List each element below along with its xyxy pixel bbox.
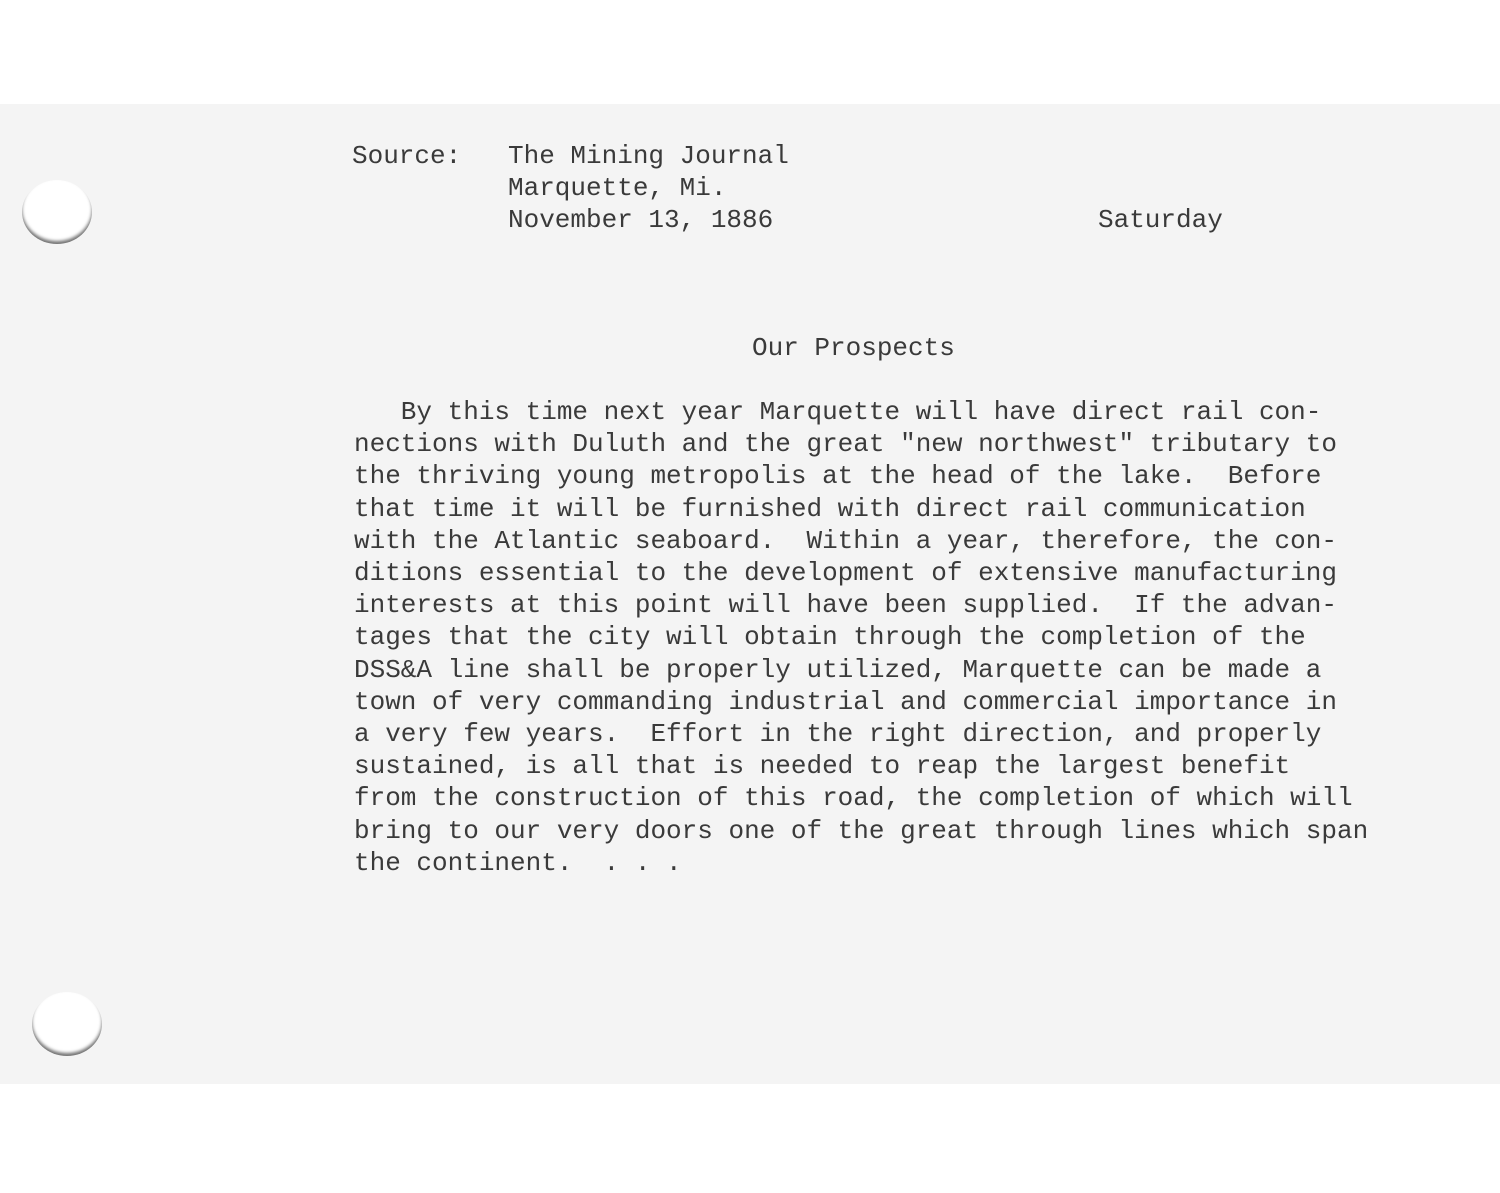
body-line: from the construction of this road, the completion of which will — [354, 783, 1353, 814]
body-line: the continent. . . . — [354, 847, 682, 878]
body-line: nections with Duluth and the great "new northwest" tributary to — [354, 429, 1337, 460]
body-line: with the Atlantic seaboard. Within a year, therefore, the con- — [354, 525, 1337, 556]
body-line: a very few years. Effort in the right direction, and properly — [354, 719, 1322, 750]
body-line: interests at this point will have been supplied. If the advan- — [354, 590, 1337, 621]
source-date: November 13, 1886 — [508, 205, 774, 235]
body-line: the thriving young metropolis at the head of the lake. Before — [354, 461, 1322, 492]
article-title: Our Prospects — [752, 333, 955, 363]
article-body — [354, 396, 1368, 879]
body-line: By this time next year Marquette will have direct rail con- — [354, 397, 1322, 427]
source-publication: The Mining Journal — [508, 141, 789, 171]
typed-page — [0, 104, 1500, 1084]
body-line: ditions essential to the development of extensive manufacturing — [354, 558, 1337, 589]
body-line: tages that the city will obtain through the completion of the — [354, 622, 1306, 653]
source-place: Marquette, Mi. — [508, 173, 727, 203]
body-line: town of very commanding industrial and commercial importance in — [354, 686, 1337, 717]
body-line: bring to our very doors one of the great through lines which span — [354, 815, 1369, 846]
source-label: Source: — [352, 141, 462, 171]
punch-hole-top — [22, 180, 92, 244]
source-weekday: Saturday — [1098, 205, 1223, 235]
body-line: DSS&A line shall be properly utilized, Marquette can be made a — [354, 654, 1322, 685]
body-line: that time it will be furnished with direct rail communication — [354, 493, 1306, 524]
punch-hole-bottom — [32, 992, 102, 1056]
body-line: sustained, is all that is needed to reap the largest benefit — [354, 751, 1291, 782]
